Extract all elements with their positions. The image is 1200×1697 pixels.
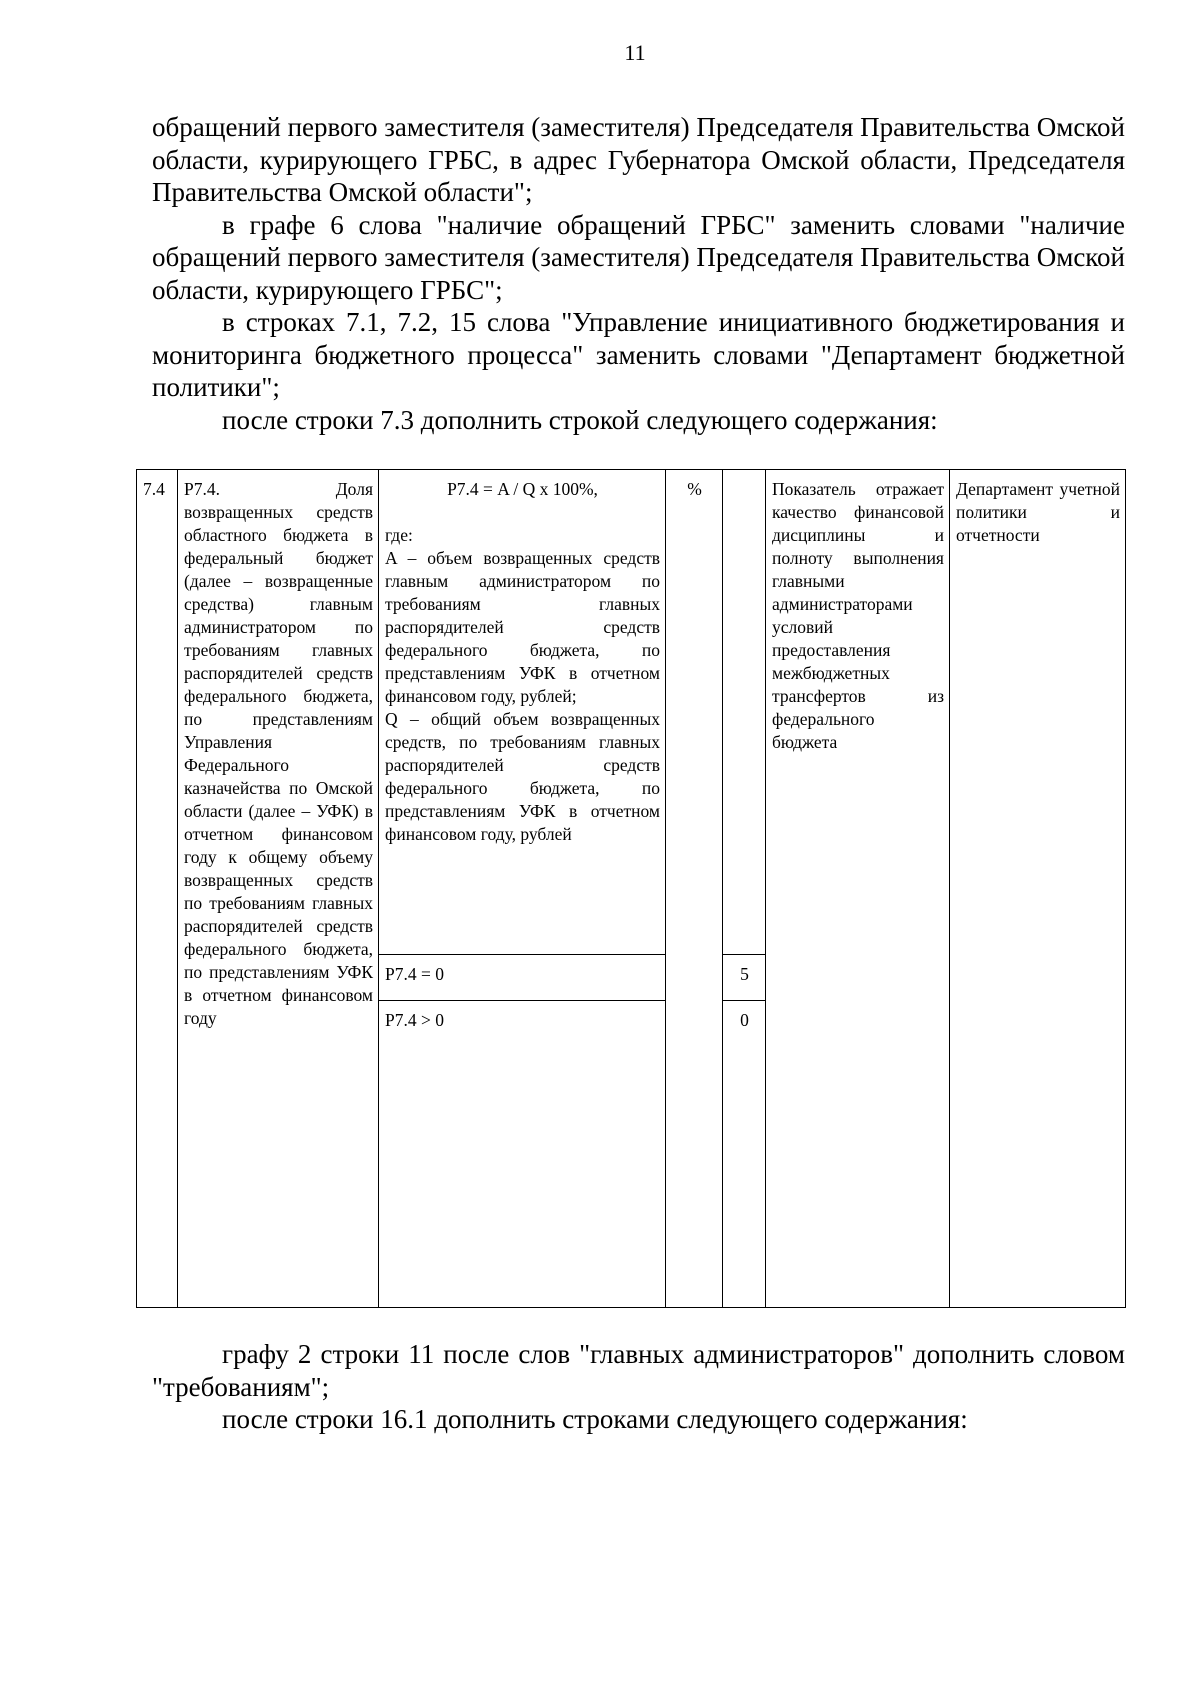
formula: Р7.4 = A / Q x 100%, xyxy=(447,479,598,499)
indicator-cell: Р7.4. Доля возвращенных средств областного бюджета в федеральный бюджет (далее – возвращенные средства) главным администратором по требованиям главных распорядителей средств федерального бюджета, по представлениям Управления Федерального казначейства по Омской области (далее – УФК) в отчетном финансовом году к общему объему возвращенных средств по требованиям главных распорядителей средств федерального бюджета, по представлениям УФК в отчетном финансовом году xyxy=(178,470,379,1308)
formula-where: где: xyxy=(385,525,413,545)
variable-a-definition: A – объем возвращенных средств главным администратором по требованиям главных распорядителей средств федерального бюджета, по представлениям УФК в отчетном финансовом году, рублей; xyxy=(385,548,660,706)
variable-q-definition: Q – общий объем возвращенных средств, по требованиям главных распорядителей средств федерального бюджета, по представлениям УФК в отчетном финансовом году, рублей xyxy=(385,709,660,844)
description-cell: Показатель отражает качество финансовой дисциплины и полноту выполнения главными администраторами условий предоставления межбюджетных трансфертов из федерального бюджета xyxy=(766,470,950,1308)
condition-cell: Р7.4 > 0 xyxy=(379,1001,666,1308)
score-cell: 5 xyxy=(723,955,766,1001)
paragraph: обращений первого заместителя (заместителя) Председателя Правительства Омской области, курирующего ГРБС, в адрес Губернатора Омской области, Председателя Правительства Омской области"; xyxy=(152,112,1126,207)
page-number: 11 xyxy=(624,40,646,65)
score-cell-empty xyxy=(723,470,766,955)
formula-cell xyxy=(379,470,666,955)
condition-cell: Р7.4 = 0 xyxy=(379,955,666,1001)
body-text-bottom xyxy=(152,1338,1125,1436)
paragraph: графу 2 строки 11 после слов "главных администраторов" дополнить словом "требованиям"; xyxy=(152,1339,1125,1402)
paragraph: в графе 6 слова "наличие обращений ГРБС" заменить словами "наличие обращений первого заместителя (заместителя) Председателя Правительства Омской области, курирующего ГРБС"; xyxy=(152,209,1126,305)
responsible-cell: Департамент учетной политики и отчетности xyxy=(950,470,1126,1308)
row-number-cell: 7.4 xyxy=(137,470,178,1308)
paragraph: после строки 7.3 дополнить строкой следующего содержания: xyxy=(222,404,938,435)
body-text-top xyxy=(152,111,1125,436)
unit-cell: % xyxy=(666,470,723,1308)
amendment-table xyxy=(136,469,1126,1308)
paragraph: после строки 16.1 дополнить строками следующего содержания: xyxy=(222,1404,968,1434)
paragraph: в строках 7.1, 7.2, 15 слова "Управление инициативного бюджетирования и мониторинга бюджетного процесса" заменить словами "Департамент бюджетной политики"; xyxy=(152,307,1125,402)
score-cell: 0 xyxy=(723,1001,766,1308)
